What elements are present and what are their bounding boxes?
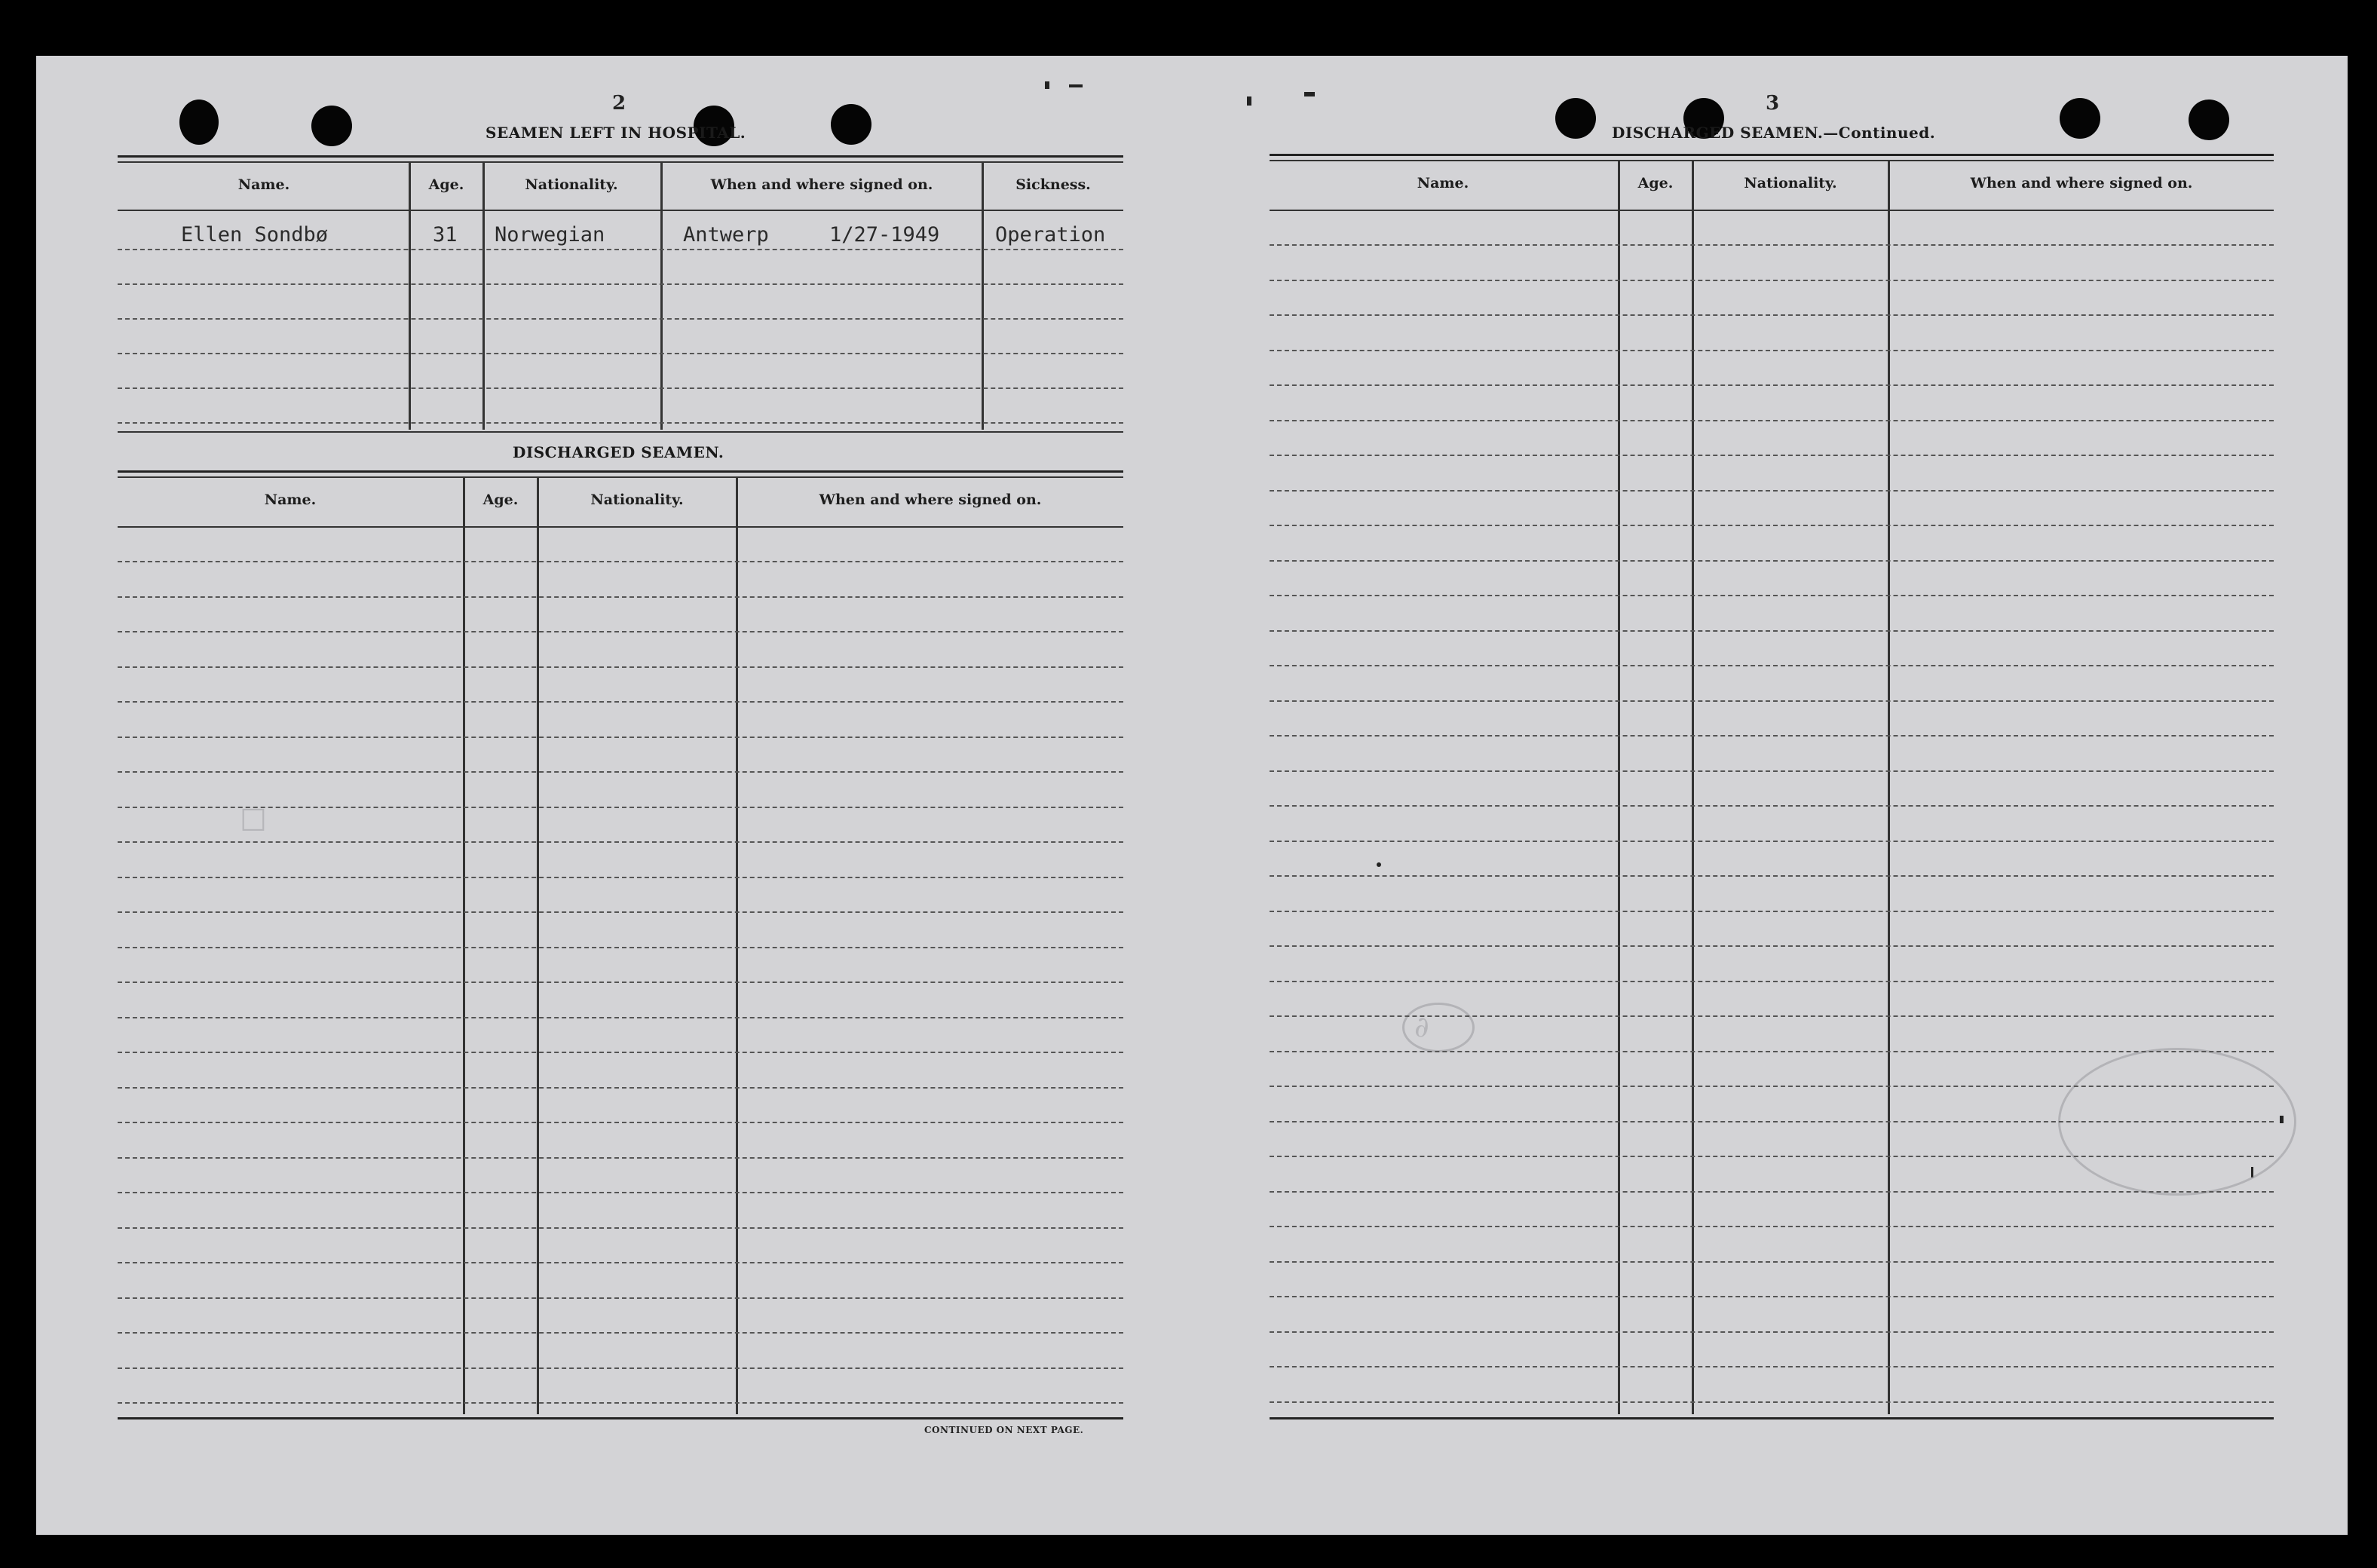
entry-line <box>1270 1331 2274 1333</box>
continued-name-header: Name. <box>1417 175 1469 191</box>
bleed-through-mark: ∂ <box>1414 1010 1429 1043</box>
continued-signed-on-header: When and where signed on. <box>1970 175 2193 191</box>
entry-line <box>1270 560 2274 562</box>
page-number: 2 <box>612 92 626 115</box>
entry-line <box>118 353 1123 354</box>
entry-line <box>1270 1401 2274 1403</box>
entry-line <box>118 877 1123 878</box>
entry-line <box>1270 525 2274 526</box>
entry-line <box>1270 384 2274 386</box>
entry-line <box>118 771 1123 773</box>
scan-mark <box>1377 862 1381 867</box>
continued-age-header: Age. <box>1637 175 1674 191</box>
scan-mark <box>1304 92 1315 96</box>
entry-line <box>1270 945 2274 947</box>
scan-mark <box>1045 81 1049 89</box>
entry-line <box>118 561 1123 562</box>
bleed-through-mark: ☐ <box>240 804 267 838</box>
entry-line <box>1270 1156 2274 1157</box>
hospital-age-header: Age. <box>428 176 464 193</box>
punch-hole <box>2060 98 2100 139</box>
entry-line <box>118 1332 1123 1334</box>
column-divider <box>482 163 485 430</box>
rule <box>1270 160 2274 161</box>
entry-line <box>1270 455 2274 456</box>
entry-line <box>1270 244 2274 246</box>
punch-hole <box>2189 100 2229 140</box>
punch-hole <box>179 100 219 145</box>
entry-line <box>1270 770 2274 772</box>
entry-line <box>118 947 1123 948</box>
hospital-section-title: SEAMEN LEFT IN HOSPITAL. <box>486 124 746 142</box>
continued-nationality-header: Nationality. <box>1744 175 1837 191</box>
entry-line <box>1270 1121 2274 1122</box>
entry-line <box>118 596 1123 598</box>
faint-stamp <box>1402 1003 1475 1052</box>
continued-note: CONTINUED ON NEXT PAGE. <box>924 1425 1084 1435</box>
entry-line <box>118 631 1123 632</box>
ledger-sheet <box>36 56 2348 1535</box>
punch-hole <box>831 104 871 145</box>
entry-line <box>1270 1191 2274 1193</box>
entry-line <box>1270 911 2274 912</box>
entry-line <box>118 283 1123 285</box>
entry-line <box>118 1157 1123 1159</box>
hospital-entry-age: 31 <box>433 223 458 247</box>
column-divider <box>982 163 984 430</box>
hospital-name-header: Name. <box>237 176 290 193</box>
hospital-entry-place: Antwerp <box>683 223 769 247</box>
hospital-signed-on-header: When and where signed on. <box>710 176 933 193</box>
entry-line <box>1270 735 2274 737</box>
entry-line <box>118 318 1123 320</box>
rule <box>1270 1417 2274 1419</box>
header-rule <box>118 210 1123 211</box>
entry-line <box>1270 1015 2274 1017</box>
entry-line <box>1270 700 2274 702</box>
entry-line <box>1270 490 2274 492</box>
scan-mark <box>1247 96 1251 106</box>
scan-mark <box>1069 84 1083 87</box>
discharged-signed-on-header: When and where signed on. <box>819 492 1042 508</box>
header-rule <box>1270 210 2274 211</box>
entry-line <box>1270 1366 2274 1367</box>
entry-line <box>1270 595 2274 596</box>
hospital-sickness-header: Sickness. <box>1015 176 1091 193</box>
entry-line <box>118 1402 1123 1404</box>
entry-line <box>118 1017 1123 1018</box>
entry-line <box>118 666 1123 668</box>
rule <box>118 476 1123 478</box>
entry-line <box>118 1087 1123 1089</box>
entry-line <box>1270 981 2274 982</box>
entry-line <box>1270 665 2274 666</box>
entry-line <box>118 1192 1123 1193</box>
rule <box>118 1417 1123 1419</box>
entry-line <box>118 911 1123 913</box>
entry-line <box>118 1052 1123 1053</box>
entry-line <box>118 701 1123 703</box>
entry-line <box>1270 841 2274 842</box>
entry-line <box>118 737 1123 738</box>
entry-line <box>1270 420 2274 421</box>
header-rule <box>118 526 1123 528</box>
entry-line <box>118 1262 1123 1263</box>
column-divider <box>660 163 663 430</box>
entry-line <box>1270 875 2274 877</box>
hospital-entry-date: 1/27-1949 <box>829 223 940 247</box>
discharged-age-header: Age. <box>482 492 519 508</box>
entry-line <box>118 1122 1123 1123</box>
entry-line <box>1270 280 2274 281</box>
hospital-entry-name: Ellen Sondbø <box>181 223 329 247</box>
entry-line <box>1270 1226 2274 1227</box>
punch-hole <box>1555 98 1596 139</box>
punch-hole <box>311 106 352 146</box>
discharged-continued-title: DISCHARGED SEAMEN.—Continued. <box>1612 124 1936 142</box>
entry-line <box>118 422 1123 424</box>
hospital-nationality-header: Nationality. <box>525 176 618 193</box>
entry-line <box>1270 630 2274 632</box>
hospital-entry-sickness: Operation <box>995 223 1106 247</box>
discharged-section-title: DISCHARGED SEAMEN. <box>513 443 724 461</box>
rule <box>118 161 1123 163</box>
entry-line <box>1270 314 2274 316</box>
entry-line <box>1270 1051 2274 1052</box>
entry-line <box>118 387 1123 389</box>
entry-line <box>1270 350 2274 351</box>
entry-line <box>1270 1261 2274 1263</box>
page-number: 3 <box>1766 92 1780 115</box>
entry-line <box>118 841 1123 843</box>
entry-line <box>118 982 1123 983</box>
entry-line <box>1270 1086 2274 1087</box>
entry-line <box>118 1367 1123 1369</box>
entry-line <box>118 1227 1123 1229</box>
entry-line <box>1270 1296 2274 1297</box>
hospital-entry-nationality: Norwegian <box>495 223 605 247</box>
rule <box>1270 154 2274 156</box>
entry-line <box>118 807 1123 808</box>
entry-line <box>118 249 1123 250</box>
discharged-name-header: Name. <box>264 492 317 508</box>
rule <box>118 155 1123 158</box>
entry-line <box>1270 805 2274 807</box>
rule <box>118 431 1123 433</box>
entry-line <box>118 1297 1123 1299</box>
rule <box>118 470 1123 473</box>
discharged-nationality-header: Nationality. <box>590 492 684 508</box>
column-divider <box>409 163 411 430</box>
